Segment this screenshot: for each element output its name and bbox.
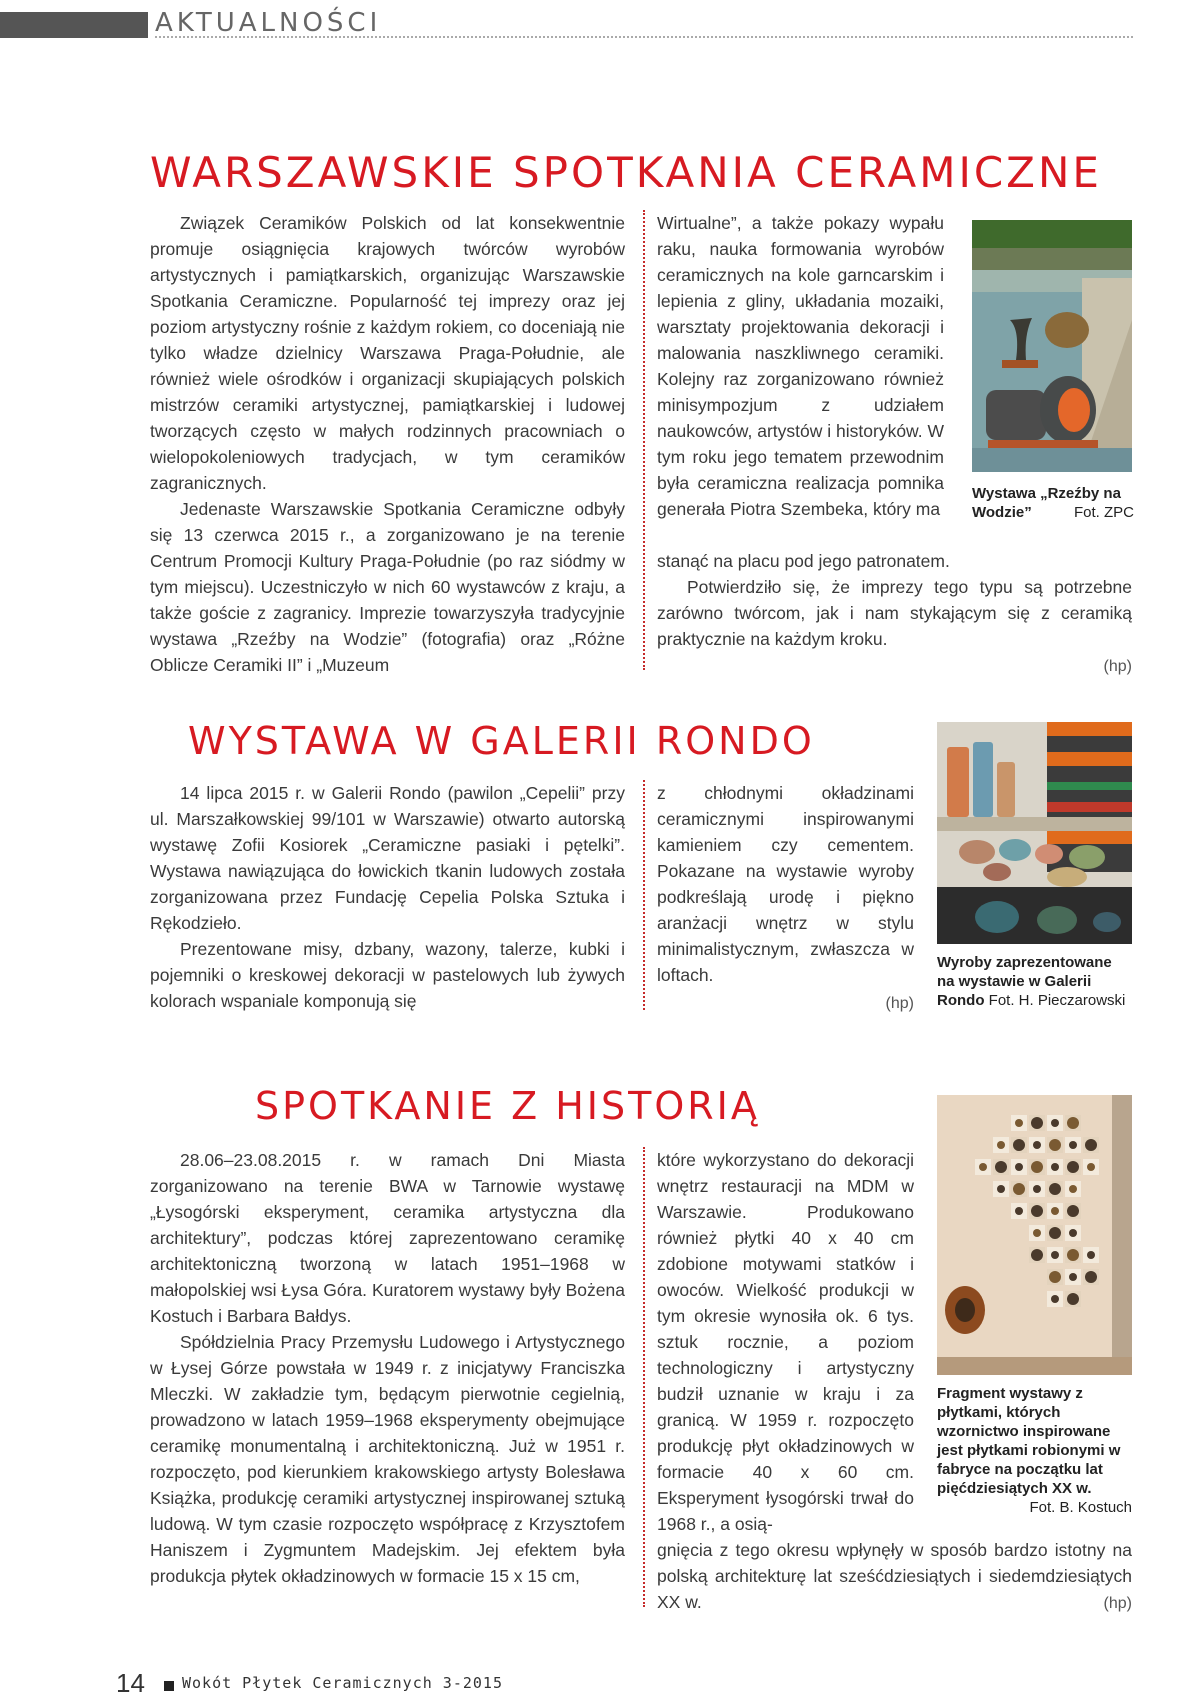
article-1-title: WARSZAWSKIE SPOTKANIA CERAMICZNE (150, 148, 1102, 197)
article-1-para-3: Wirtualne”, a także pokazy wypału raku, nauka formowania wyrobów ceramicznych na kole garncarskim i lepienia z gliny, układania mozaiki, warsztaty projektowania dekoracji i malowania naszkliwnego ceramiki. Kolejny raz zorganizowano również minisympozjum z udziałem naukowców, artystów i historyków. W tym roku jego tematem przewodnim była ceramiczna realizacja pomnika generała Piotra Szembeka, który ma (657, 213, 944, 519)
tile (1011, 1181, 1027, 1197)
tile (1065, 1269, 1081, 1285)
caption-1-credit: Fot. ZPC (1073, 504, 1134, 521)
tile (1029, 1137, 1045, 1153)
tile (993, 1181, 1009, 1197)
article-3-para-3: które wykorzystano do dekoracji wnętrz restauracji na MDM w Warszawie. Produkowano również płytki 40 x 40 cm zdobione motywami statków i owoców. Wielkość produkcji w tym okresie wynosiła ok. 6 tys. sztuk rocznie, a poziom technologiczny i artystyczny budził uznanie w kraju i za granicą. W 1959 r. rozpoczęto produkcję płyt okładzinowych w formacie 40 x 60 cm. Eksperyment łysogórski trwał do 1968 r., a osią- (657, 1150, 914, 1534)
article-3-col2-wrap (657, 1147, 914, 1537)
article-3-title: SPOTKANIE Z HISTORIĄ (255, 1084, 760, 1128)
caption-2-text: Wyroby zaprezentowane na wystawie w Galerii Rondo (937, 954, 1112, 1009)
article-3-para-4: gnięcia z tego okresu wpłynęły w sposób bardzo istotny na polską architekturę lat sześćdziesiątych i siedemdziesiątych XX w. (657, 1540, 1132, 1612)
tile (1029, 1159, 1045, 1175)
photo-tile-wall (937, 1095, 1132, 1375)
article-1-col1 (150, 210, 625, 678)
column-divider (643, 210, 645, 670)
tile (1065, 1115, 1081, 1131)
header-bar (0, 12, 148, 38)
tile (1065, 1225, 1081, 1241)
article-1-para-4: stanąć na placu pod jego patronatem. (657, 551, 950, 571)
caption-2 (937, 953, 1132, 1010)
tile (1011, 1159, 1027, 1175)
tile (1065, 1291, 1081, 1307)
magazine-name: Wokót Płytek Ceramicznych 3-2015 (182, 1674, 503, 1692)
tile (1065, 1247, 1081, 1263)
article-2-para-2: Prezentowane misy, dzbany, wazony, talerze, kubki i pojemniki o kreskowej dekoracji w pastelowych lub żywych kolorach wspaniale komponują się (150, 939, 625, 1011)
article-2-para-1: 14 lipca 2015 r. w Galerii Rondo (pawilon „Cepelii” przy ul. Marszałkowskiej 99/101 w Warszawie) otwarto autorską wystawę Zofii Kosiorek „Ceramiczne pasiaki i pętelki”. Wystawa nawiązująca do łowickich tkanin ludowych została zorganizowana przez Fundację Cepelia Polska Sztuka i Rękodzieło. (150, 783, 625, 933)
tile (1083, 1137, 1099, 1153)
tile (1029, 1225, 1045, 1241)
caption-1-text: Wystawa „Rzeźby na Wodzie” (972, 485, 1121, 521)
article-3-author: (hp) (1103, 1595, 1132, 1612)
tile (1065, 1181, 1081, 1197)
article-3-para-2: Spółdzielnia Pracy Przemysłu Ludowego i Artystycznego w Łysej Górze powstała w 1949 r. z inicjatywy Franciszka Mleczki. W zakładzie tym, będącym pierwotnie cegielnią, prowadzono w latach 1959–1968 eksperymenty obejmujące ceramikę monumentalną i architektoniczną. Już w 1951 r. rozpoczęto, pod kierunkiem krakowskiego artysty Bolesława Książka, produkcję ceramiki artystycznej inspirowanej sztuką ludową. W tym czasie rozpoczęto współpracę z Krzysztofem Haniszem i Zygmuntem Madejskim. Jej efektem była produkcja płytek okładzinowych w formacie 15 x 15 cm, (150, 1332, 625, 1586)
tile (1083, 1159, 1099, 1175)
section-label: AKTUALNOŚCI (155, 8, 382, 38)
tile (1083, 1269, 1099, 1285)
tile (1047, 1159, 1063, 1175)
article-2-title: WYSTAWA W GALERII RONDO (188, 719, 815, 763)
tile (1029, 1181, 1045, 1197)
article-1-para-2: Jedenaste Warszawskie Spotkania Ceramiczne odbyły się 13 czerwca 2015 r., a zorganizowano je na terenie Centrum Promocji Kultury Praga-Południe (po raz siódmy w tym miejscu). Uczestniczyło w nich 60 wystawców z kraju, a także goście z zagranicy. Imprezie towarzyszyła tradycyjnie wystawa „Rzeźby na Wodzie” (fotografia) oraz „Różne Oblicze Ceramiki II” i „Muzeum (150, 499, 625, 675)
tile (1011, 1115, 1027, 1131)
article-1-para-5: Potwierdziło się, że imprezy tego typu są potrzebne zarówno twórcom, jak i nam stykającym się z ceramiką praktycznie na każdym kroku. (657, 577, 1132, 649)
column-divider (643, 780, 645, 1010)
page-number: 14 (116, 1668, 145, 1698)
tile (1011, 1137, 1027, 1153)
tile (993, 1137, 1009, 1153)
tile (1011, 1203, 1027, 1219)
tile (1047, 1115, 1063, 1131)
article-1-author: (hp) (1103, 658, 1132, 675)
article-3-col1 (150, 1147, 625, 1589)
tile (1029, 1115, 1045, 1131)
header-dotted-rule (155, 36, 1133, 38)
article-2-para-3: z chłodnymi okładzinami ceramicznymi inspirowanymi kamieniem czy cementem. Pokazane na wystawie wyroby podkreślają urodę i piękno aranżacji wnętrz w stylu minimalistycznym, zwłaszcza w loftach. (657, 783, 914, 985)
tile (1047, 1137, 1063, 1153)
article-1-para-1: Związek Ceramików Polskich od lat konsekwentnie promuje osiągnięcia krajowych twórców wyrobów artystycznych i pamiątkarskich, organizując Warszawskie Spotkania Ceramiczne. Popularność tej imprezy oraz jej poziom artystyczny rośnie z każdym rokiem, co doceniają nie tylko władze dzielnicy Warszawa Praga-Południe, ale również wiele ośrodków i organizacji skupiających polskich mistrzów ceramiki artystycznej, pamiątkarskiej i ludowej tworzących często w małych rodzinnych pracowniach o wielopokoleniowych tradycjach, w tym ceramików zagranicznych. (150, 213, 625, 493)
column-divider (643, 1147, 645, 1607)
article-3-para-1: 28.06–23.08.2015 r. w ramach Dni Miasta zorganizowano na terenie BWA w Tarnowie wystawę „Łysogórski eksperyment, ceramika artystyczna dla architektury”, podczas której zaprezentowano ceramikę architektoniczną tworzoną w latach 1951–1968 w małopolskiej wsi Łysa Góra. Kuratorem wystawy były Bożena Kostuch i Barbara Bałdys. (150, 1150, 625, 1326)
caption-1 (972, 484, 1134, 522)
footer-square (164, 1681, 174, 1691)
tile (1083, 1247, 1099, 1263)
tile (993, 1159, 1009, 1175)
article-2-col1 (150, 780, 625, 1014)
tile (1047, 1181, 1063, 1197)
tile (1065, 1159, 1081, 1175)
article-2-author: (hp) (885, 995, 914, 1012)
tile (1047, 1203, 1063, 1219)
tile (1029, 1247, 1045, 1263)
article-2-col2 (657, 780, 914, 988)
photo-sculptures-on-water (972, 220, 1132, 472)
tile (1047, 1291, 1063, 1307)
photo-ceramics-shelf (937, 722, 1132, 944)
tile (1047, 1269, 1063, 1285)
tile (1065, 1203, 1081, 1219)
caption-3 (937, 1384, 1132, 1517)
article-1-col2-full (657, 548, 1132, 652)
caption-2-credit: Fot. H. Pieczarowski (988, 992, 1126, 1009)
caption-3-credit: Fot. B. Kostuch (1029, 1499, 1132, 1516)
caption-3-text: Fragment wystawy z płytkami, których wzornictwo inspirowane jest płytkami robionymi w fabryce na początku lat pięćdziesiątych XX w. (937, 1385, 1121, 1497)
tile (1029, 1203, 1045, 1219)
tile (1065, 1137, 1081, 1153)
article-1-col2-wrap (657, 210, 944, 522)
tile (1047, 1247, 1063, 1263)
tile (1047, 1225, 1063, 1241)
tile (975, 1159, 991, 1175)
